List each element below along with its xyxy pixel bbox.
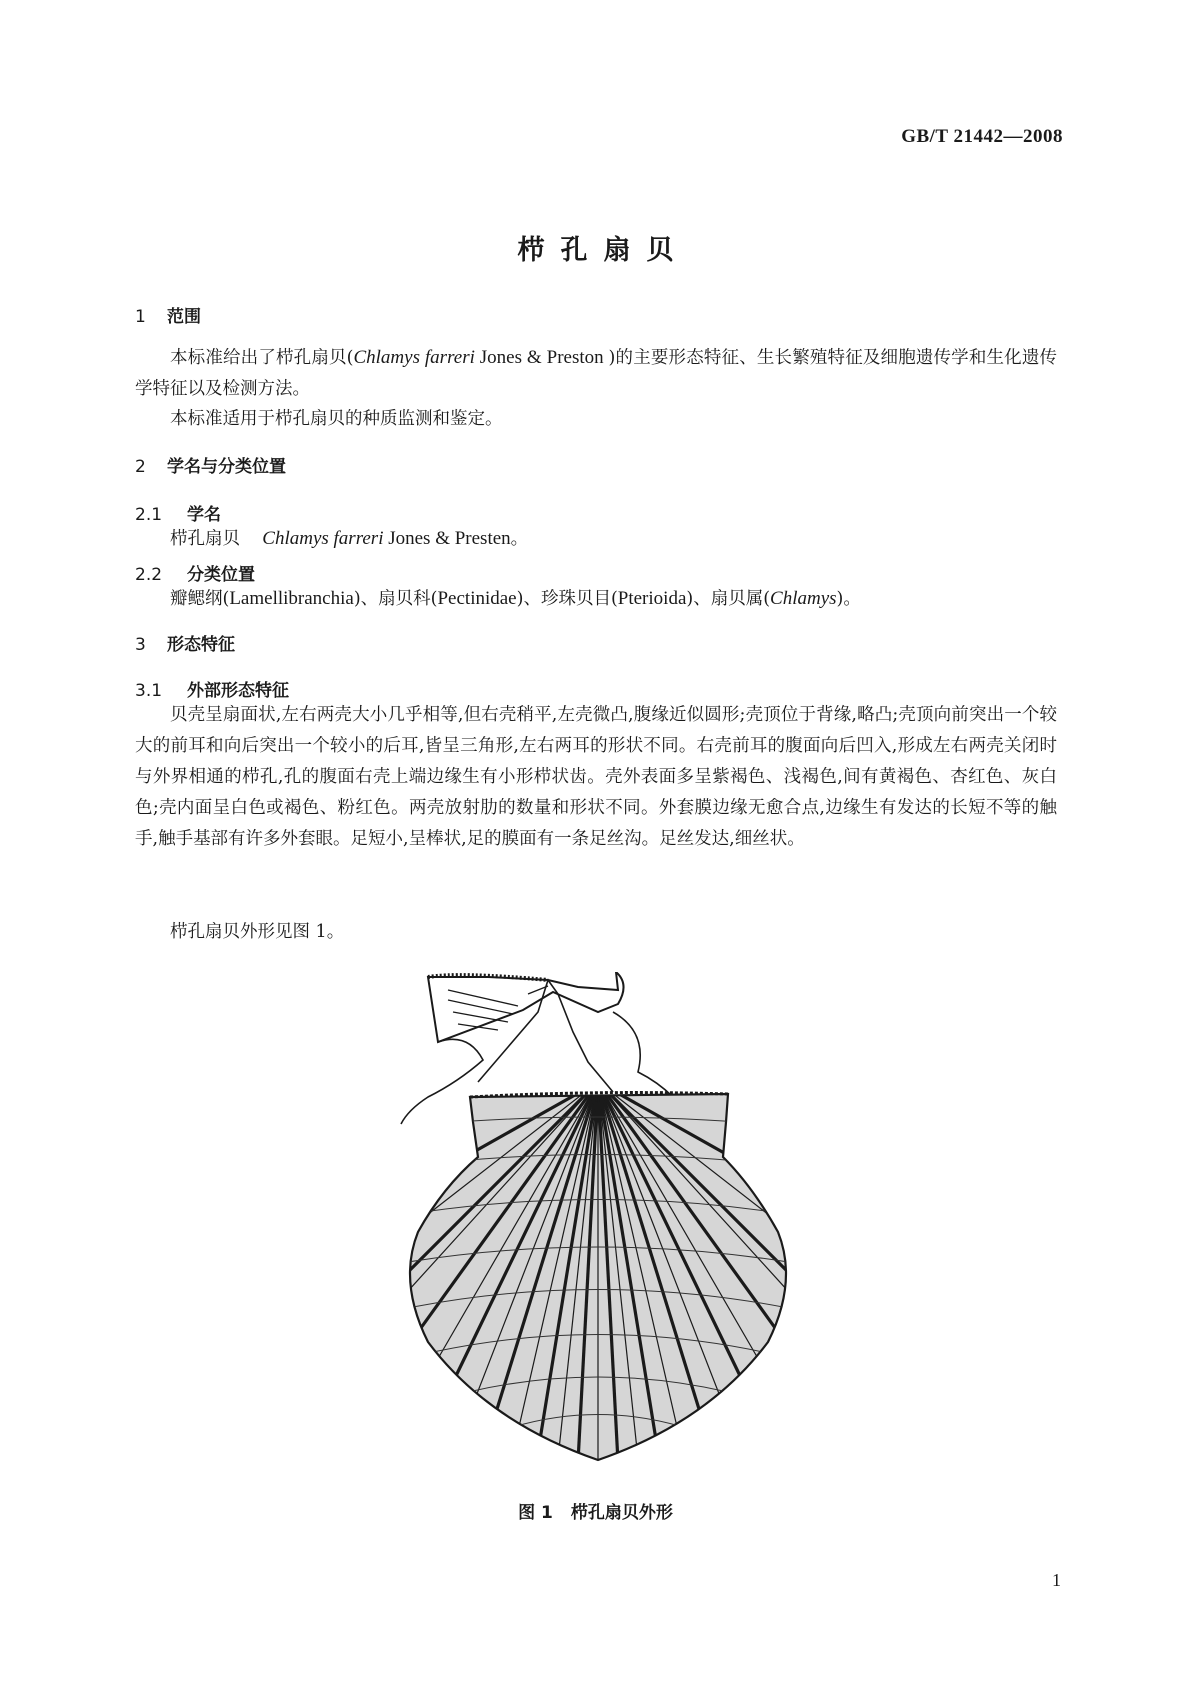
classification-line (135, 583, 1057, 615)
author-name: Jones & Preston (474, 347, 609, 368)
page-number: 1 (1052, 1570, 1061, 1590)
section-title: 范围 (167, 307, 201, 327)
class-name: Lamellibranchia (229, 588, 354, 609)
document-title: 栉孔扇贝 (517, 235, 690, 266)
text-run: 瓣鳃纲( (170, 589, 230, 609)
morphology-paragraph: 贝壳呈扇面状,左右两壳大小几乎相等,但右壳稍平,左壳微凸,腹缘近似圆形;壳顶位于背缘,略凸;壳顶向前突出一个较大的前耳和向后突出一个较小的后耳,皆呈三角形,左右两耳的形状不同。右壳前耳的腹面向后凹入,形成左右两壳关闭时与外界相通的栉孔,孔的腹面右壳上端边缘生有小形栉状齿。壳外表面多呈紫褐色、浅褐色,间有黄褐色、杏红色、灰白色;壳内面呈白色或褐色、粉红色。两壳放射肋的数量和形状不同。外套膜边缘无愈合点,边缘生有发达的长短不等的触手,触手基部有许多外套眼。足短小,呈棒状,足的膜面有一条足丝沟。足丝发达,细丝状。 (135, 705, 1057, 849)
section-title: 分类位置 (187, 565, 255, 585)
text-run: )、珍珠贝目( (516, 589, 618, 609)
section-title: 学名 (187, 505, 221, 525)
section-title: 形态特征 (167, 635, 235, 655)
scallop-illustration (398, 972, 798, 1462)
text-run: 本标准给出了栉孔扇贝( (170, 348, 354, 368)
figure-reference: 栉孔扇贝外形见图 1。 (170, 922, 345, 942)
author-name: Jones & Presten (383, 528, 511, 549)
section-number: 3.1 (135, 681, 163, 701)
figure-title: 栉孔扇贝外形 (570, 1503, 673, 1523)
section-number: 2.2 (135, 565, 163, 585)
figure-label: 图 1 (518, 1503, 553, 1523)
scope-paragraph-2: 本标准适用于栉孔扇贝的种质监测和鉴定。 (170, 409, 503, 429)
text-run: )、扇贝科( (353, 589, 438, 609)
section-title: 学名与分类位置 (167, 457, 286, 477)
family-name: Pectinidae (437, 588, 517, 609)
standard-code: GB/T 21442—2008 (901, 126, 1063, 147)
section-number: 2 (135, 457, 146, 477)
section-number: 1 (135, 307, 146, 327)
text-run: )。 (836, 589, 861, 609)
section-1-heading (135, 302, 201, 327)
section-number: 3 (135, 635, 146, 655)
section-2-heading (135, 452, 286, 477)
latin-name: Chlamys farreri (262, 528, 384, 549)
section-2-1-heading (135, 500, 221, 525)
section-3-heading (135, 630, 235, 655)
section-title: 外部形态特征 (187, 681, 289, 701)
text-run: )、扇贝属( (686, 589, 771, 609)
text-run: )的主要形态特征、生长繁殖特征及细胞遗传学和生化遗传学特征以及检测方法。 (135, 348, 1058, 399)
chinese-name: 栉孔扇贝 (170, 529, 240, 549)
scope-paragraph (135, 342, 1057, 405)
section-3-1-heading (135, 676, 289, 701)
genus-name: Chlamys (770, 588, 837, 609)
latin-name: Chlamys farreri (353, 347, 475, 368)
section-2-2-heading (135, 560, 255, 585)
order-name: Pterioida (617, 588, 687, 609)
section-number: 2.1 (135, 505, 163, 525)
scientific-name-line (135, 523, 1057, 555)
text-run: 。 (510, 529, 529, 549)
figure-caption (0, 1498, 1191, 1523)
